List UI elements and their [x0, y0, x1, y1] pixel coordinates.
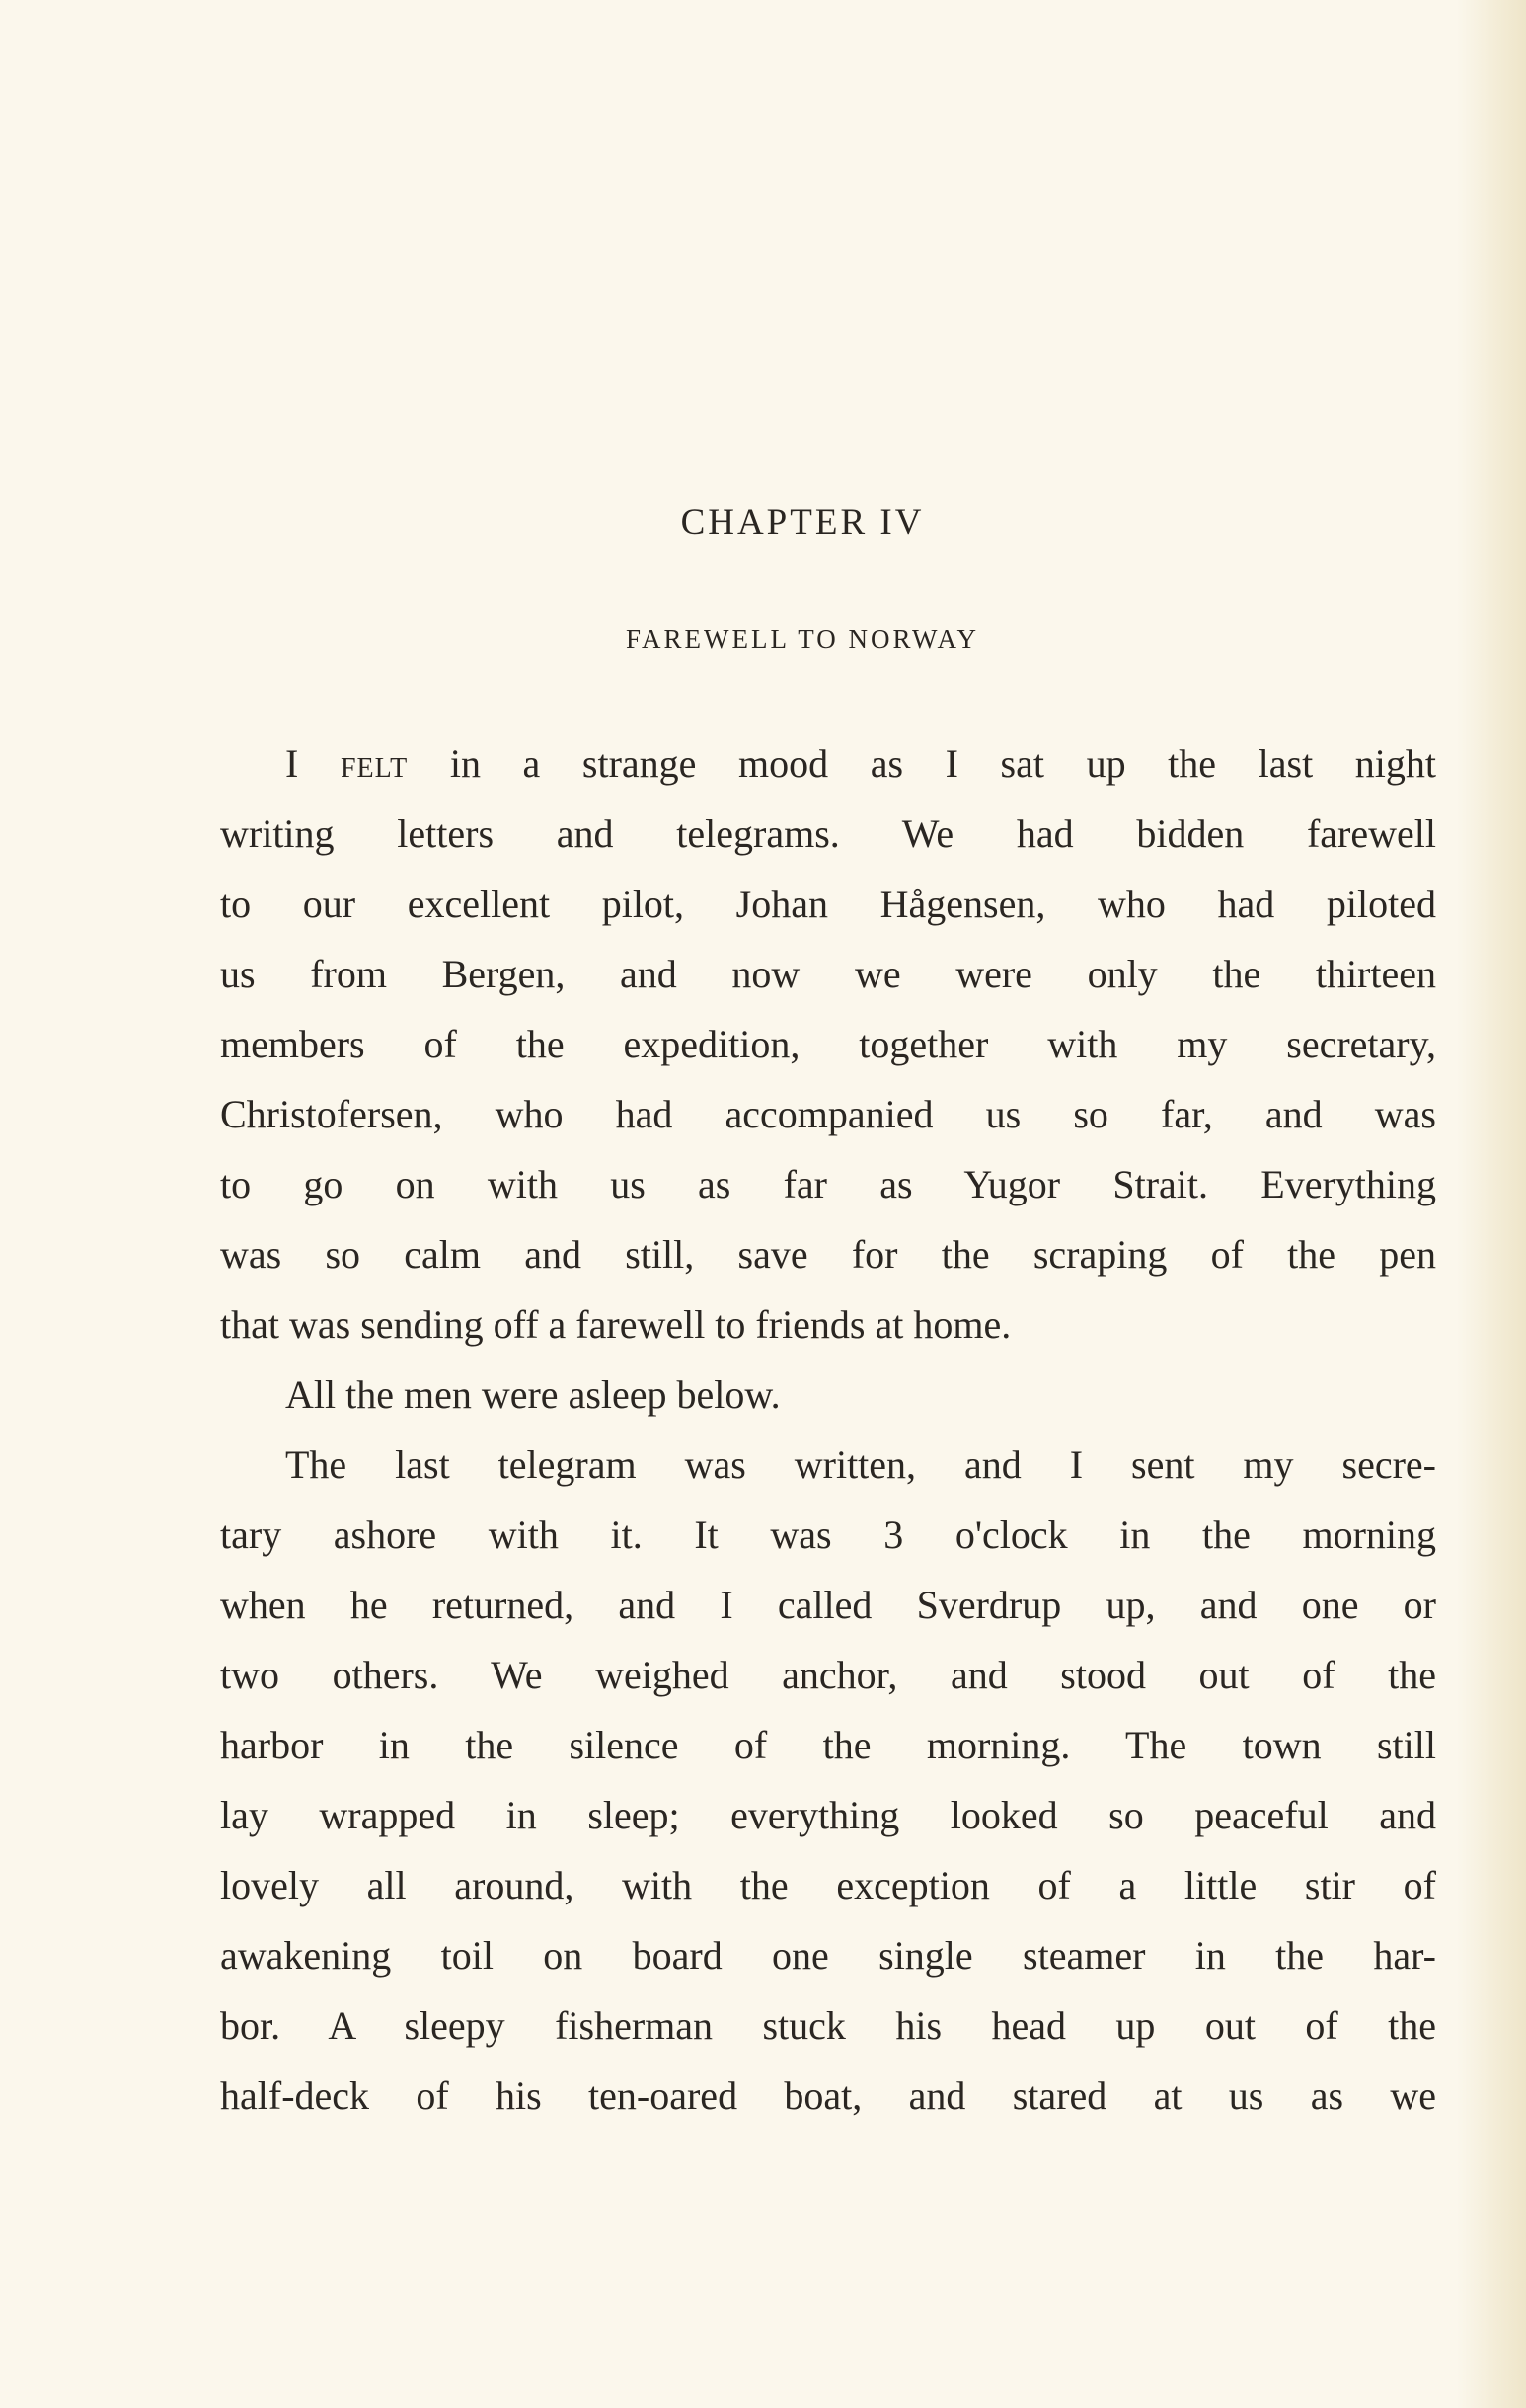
- page-edge-shadow: [1457, 0, 1526, 2408]
- opening-initial: I: [285, 741, 299, 786]
- text-line: to our excellent pilot, Johan Hågensen, who had piloted: [220, 882, 1436, 926]
- text-line: tary ashore with it. It was 3 o'clock in the morning: [220, 1513, 1436, 1557]
- text-line: harbor in the silence of the morning. The town still: [220, 1723, 1436, 1767]
- text-line: when he returned, and I called Sverdrup up, and one or: [220, 1583, 1436, 1627]
- text-line: awakening toil on board one single steamer in the har-: [220, 1933, 1436, 1978]
- text-line: The last telegram was written, and I sent my secre-: [285, 1442, 1436, 1487]
- text-line: to go on with us as far as Yugor Strait. Everything: [220, 1162, 1436, 1206]
- body-text: [220, 729, 1436, 2131]
- text-line: All the men were asleep below.: [285, 1372, 781, 1417]
- text-line: us from Bergen, and now we were only the thirteen: [220, 952, 1436, 996]
- text-line: members of the expedition, together with my secretary,: [220, 1022, 1436, 1066]
- text-line: two others. We weighed anchor, and stood out of the: [220, 1653, 1436, 1697]
- text-line: was so calm and still, save for the scraping of the pen: [220, 1232, 1436, 1277]
- text-line: Christofersen, who had accompanied us so far, and was: [220, 1092, 1436, 1136]
- text-line: lovely all around, with the exception of a little stir of: [220, 1863, 1436, 1907]
- chapter-title: FAREWELL TO NORWAY: [625, 624, 979, 654]
- text-line: lay wrapped in sleep; everything looked so peaceful and: [220, 1793, 1436, 1837]
- text-line-content: in a strange mood as I sat up the last night: [408, 741, 1437, 786]
- text-line: [220, 729, 1436, 799]
- text-line: half-deck of his ten-oared boat, and stared at us as we: [220, 2073, 1436, 2118]
- opening-smallcaps: felt: [340, 741, 409, 786]
- text-line: bor. A sleepy fisherman stuck his head up out of the: [220, 2003, 1436, 2048]
- text-line: writing letters and telegrams. We had bidden farewell: [220, 812, 1436, 856]
- text-line: that was sending off a farewell to friends at home.: [220, 1302, 1012, 1347]
- chapter-heading: CHAPTER IV: [680, 503, 925, 543]
